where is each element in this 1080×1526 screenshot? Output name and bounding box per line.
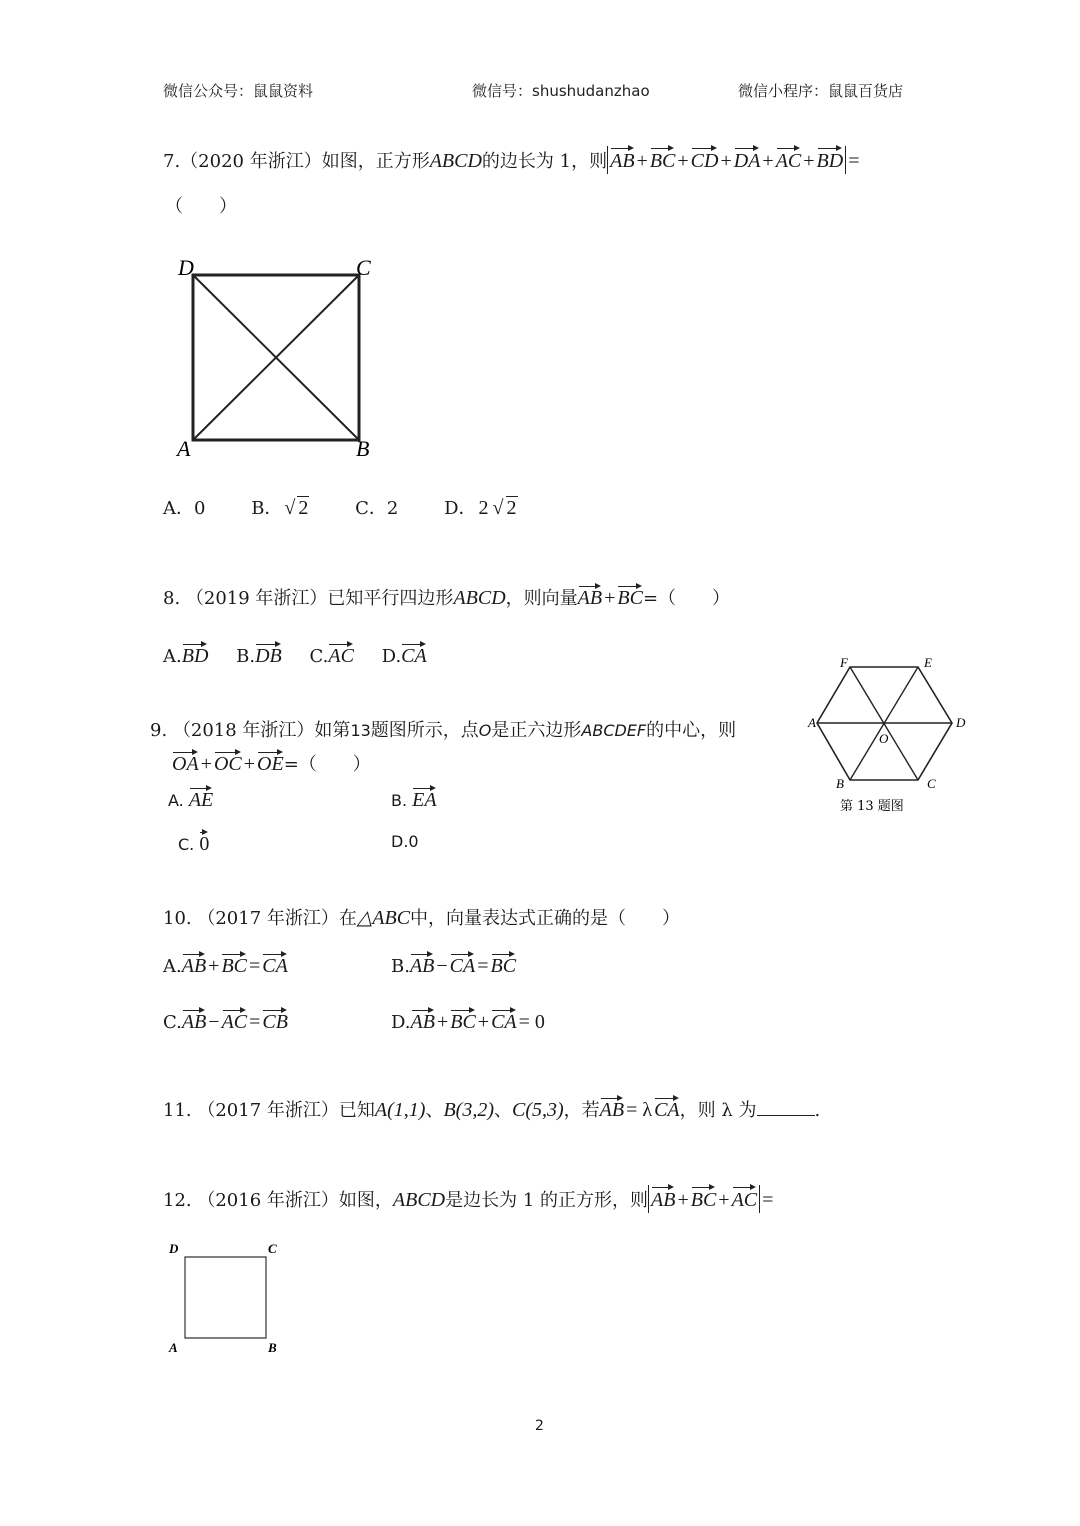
q9-hexagon-figure xyxy=(800,650,975,820)
hex-label-o: O xyxy=(879,731,889,746)
q7-label-a: A xyxy=(177,436,191,461)
q12-label-b: B xyxy=(268,1340,277,1355)
q12-stem: 12. （2016 年浙江）如图，ABCD是边长为 1 的正方形，则 AB + BC + AC = xyxy=(163,1185,775,1213)
q9-expression: OA + OC + OE=（ ） xyxy=(172,750,371,776)
q12-label-a: A xyxy=(169,1340,178,1355)
q8-stem: 8. （2019 年浙江）已知平行四边形ABCD，则向量AB + BC=（ ） xyxy=(163,584,730,610)
page-number: 2 xyxy=(535,1418,544,1434)
hex-caption: 第 13 题图 xyxy=(840,799,904,814)
q7-abs-expression: AB + BC + CD + DA + AC + BD xyxy=(607,146,846,174)
q9-option-c: C. 0 xyxy=(178,830,209,856)
q8-options: A.BD B.DB C.AC D.CA xyxy=(163,642,427,668)
q7-label-b: B xyxy=(356,436,370,461)
q9-option-d: D.0 xyxy=(391,832,419,851)
header-center: 微信号：shushudanzhao xyxy=(472,82,650,100)
q12-square-figure xyxy=(160,1235,290,1355)
q11-stem: 11. （2017 年浙江）已知A(1,1)、B(3,2)、C(5,3)，若AB = λ CA，则 λ 为 . xyxy=(163,1096,820,1122)
q7-label-c: C xyxy=(356,255,371,280)
q10-stem: 10. （2017 年浙江）在△ABC中，向量表达式正确的是（ ） xyxy=(163,907,681,929)
q10-option-b: B.AB − CA = BC xyxy=(391,952,516,978)
q7-square-figure xyxy=(170,250,390,465)
q9-option-a: A. AE xyxy=(168,786,213,812)
q10-option-d: D.AB + BC + CA = 0 xyxy=(391,1008,547,1034)
hex-label-c: C xyxy=(927,776,936,791)
hex-label-a: A xyxy=(808,715,816,730)
q12-label-d: D xyxy=(169,1241,179,1256)
hex-label-f: F xyxy=(840,655,848,670)
q7-paren: （ ） xyxy=(165,196,237,217)
q10-option-a: A.AB + BC = CA xyxy=(163,952,288,978)
header-right: 微信小程序：鼠鼠百货店 xyxy=(738,82,904,100)
q12-label-c: C xyxy=(268,1241,277,1256)
q9-option-b: B. EA xyxy=(391,786,437,812)
hex-label-e: E xyxy=(924,655,932,670)
q10-option-c: C.AB − AC = CB xyxy=(163,1008,288,1034)
q9-stem: 9. （2018 年浙江）如第13题图所示，点O是正六边形ABCDEF的中心，则 xyxy=(150,720,737,741)
q12-abs-expression: AB + BC + AC xyxy=(648,1185,760,1213)
q11-answer-blank xyxy=(757,1115,815,1116)
q7-label-d: D xyxy=(178,255,194,280)
q7-options: A．0 B． √ 2 C．2 D． 2 √ 2 xyxy=(163,497,517,519)
hex-label-b: B xyxy=(836,776,844,791)
q7-stem: 7.（2020 年浙江）如图，正方形ABCD的边长为 1，则 AB + BC + CD + DA + AC + BD = xyxy=(163,146,862,174)
hex-label-d: D xyxy=(956,715,966,730)
header-left: 微信公众号：鼠鼠资料 xyxy=(163,82,314,100)
